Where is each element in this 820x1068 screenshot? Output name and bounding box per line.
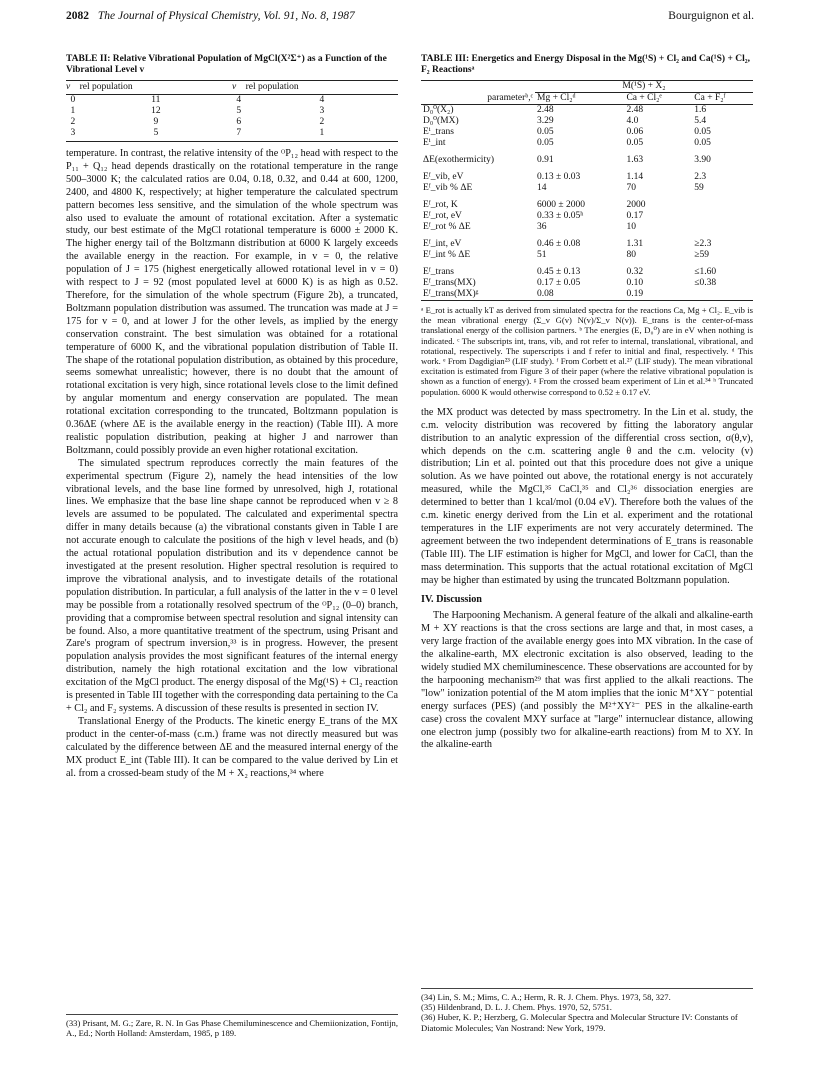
table3-value: 2.3 <box>694 172 707 182</box>
table3-value: 0.32 <box>626 267 644 277</box>
table3-col-header: Mg + Cl₂ᵈ <box>535 93 624 105</box>
table3-value: 0.46 ± 0.08 <box>537 239 581 249</box>
table2-cell: 3 <box>319 106 325 116</box>
body-paragraph: The simulated spectrum reproduces correctly the main features of the experimental spectrum (Figure 2), namely the head intensities of the low vibrational levels, and the base line formed by unresolved, high J, rotational lines. We emphasize that the base line shape cannot be reproduced when v ≥ 8 levels are assumed to be populated. The calculated and experimental spectra differ in many details because (a) the vibrational constants given in Table I are not accurate enough to calculate the positions of the high v level heads, and (b) the actual rotational population distribution and its v dependence cannot be investigated at the present resolution. Higher spectral resolution is required to improve the vibrational analysis, and to investigate details of the rotational population distribution. In particular, a full analysis of the latter in the v = 0 level may be possible from a rotationally resolved spectrum of the ᴼP₁₂ (0–0) branch, providing that a compromise between spectral resolution and signal intensity can be found. Also, a more quantitative treatment of the spectrum, using Prisant and Zare's program of spectrum inversion,³³ is in progress. However, the present population analysis provides the most significant features of the internal energy distribution, namely the high rotational excitation and the low vibrational excitation of the MgCl product. The energy disposal of the Mg(¹S) + Cl₂ reaction is presented in Table III together with the corresponding data pertaining to the Ca + Cl₂ and F₂ systems. A discussion of these results is presented in section IV. <box>66 457 398 714</box>
header-left <box>66 10 355 22</box>
table2 <box>66 80 398 142</box>
table3-group-header: M(¹S) + X₂ <box>535 81 753 93</box>
table3-row <box>421 172 753 183</box>
table3-value: 0.05 <box>694 127 711 137</box>
table3-parameter: Eᶠ_rot, K <box>423 200 458 210</box>
table3-value: 0.10 <box>626 278 644 288</box>
table3-value <box>692 211 753 222</box>
table3-value: 0.13 ± 0.03 <box>537 172 581 182</box>
table3-col-header: Ca + Cl₂ᵉ <box>624 93 692 105</box>
discussion-paragraph: The Harpooning Mechanism. A general feature of the alkali and alkaline-earth M + XY reactions is that the cross sections are large and that, in most cases, a very large fraction of the available energy goes into MX vibration. In the case of the alkaline-earth, MX electronic excitation is also observed, leading to the widely studied MX chemiluminescence. These observations are accounted for by the harpooning mechanism²⁹ that was first applied to the alkali reactions. The "low" ionization potential of the M atom implies that the ionic M⁺XY⁻ potential energy surfaces (PES) (and possibly the M²⁺XY²⁻ PES in the alkaline-earth case) cross the covalent MXY surface at "large" internuclear distance, allowing one electron jump (possibly two for alkaline-earth reactions) from M to XY. In the alkaline-earth <box>421 610 753 751</box>
table2-cell: 2 <box>70 117 76 127</box>
table3 <box>421 80 753 301</box>
right-column <box>421 54 753 752</box>
table2-body <box>66 95 398 142</box>
table2-col-header: rel population <box>80 81 232 95</box>
table3-value: 0.05 <box>537 127 554 137</box>
table3-value: 4.0 <box>626 116 639 126</box>
page-number: 2082 <box>66 10 89 22</box>
section-heading: IV. Discussion <box>421 593 482 605</box>
left-body-text <box>66 148 398 780</box>
table3-row <box>421 155 753 166</box>
table3-row <box>421 239 753 250</box>
table3-value: 1.14 <box>626 172 644 182</box>
table2-col-header: rel population <box>246 81 398 95</box>
table3-parameter: Eᶠ_int % ΔE <box>423 250 471 260</box>
table3-caption: TABLE III: Energetics and Energy Disposal in the Mg(¹S) + Cl₂ and Ca(¹S) + Cl₂, F₂ Reactionsᵃ <box>421 54 750 75</box>
table3-value: 0.05 <box>626 138 644 148</box>
body-paragraph: Translational Energy of the Products. The kinetic energy E_trans of the MX product in the center-of-mass (c.m.) frame was not directly measured but was calculated by the difference between ΔE and the measured internal energy of the MX product E_int (Table III). It can be compared to the value derived by Lin et al. from a crossed-beam study of the M + X₂ reactions,³⁴ where <box>66 715 398 779</box>
page-header <box>66 10 754 28</box>
table3-row <box>421 127 753 138</box>
table3-parameter: Eᶠ_trans <box>423 267 455 277</box>
table3-value: 0.05 <box>537 138 554 148</box>
table3-value: 0.19 <box>624 289 692 301</box>
table3-value: 0.91 <box>537 155 554 165</box>
table3-parameter: Eⁱ_trans <box>423 127 454 137</box>
table3-row <box>421 105 753 117</box>
table2-cell: 2 <box>319 117 325 127</box>
table3-group-header-row <box>421 81 753 93</box>
table2-row <box>66 117 398 128</box>
table2-cell: 1 <box>70 106 76 116</box>
table3-value: 14 <box>537 183 547 193</box>
table3-value: 70 <box>626 183 636 193</box>
table3-value: ≥59 <box>694 250 709 260</box>
table3-parameter: D₀⁰(X₂) <box>423 105 454 115</box>
footnote: (35) Hildenbrand, D. L. J. Chem. Phys. 1970, 52, 5751. <box>421 1002 612 1013</box>
table3-value: 51 <box>537 250 547 260</box>
footnote: (34) Lin, S. M.; Mims, C. A.; Herm, R. R. J. Chem. Phys. 1973, 58, 327. <box>421 992 671 1002</box>
table3-value: ≥2.3 <box>694 239 712 249</box>
table3-value: 6000 ± 2000 <box>537 200 585 210</box>
running-authors: Bourguignon et al. <box>668 10 754 22</box>
table3-parameter: D₀⁰(MX) <box>423 116 459 126</box>
table3-parameter: Eᶠ_int, eV <box>423 239 462 249</box>
table2-cell: 9 <box>153 117 159 127</box>
table2-cell: 5 <box>80 128 232 142</box>
right-body-text <box>421 407 753 588</box>
table3-body <box>421 81 753 301</box>
table3-value: 1.6 <box>694 105 707 115</box>
table3-parameter: Eᶠ_rot, eV <box>423 211 462 221</box>
table2-caption: TABLE II: Relative Vibrational Population of MgCl(X²Σ⁺) as a Function of the Vibrational Level v <box>66 54 387 75</box>
table3-parameter: Eⁱ_int <box>423 138 446 148</box>
table3-value: 2.48 <box>537 105 554 115</box>
table3-row <box>421 222 753 233</box>
table2-row <box>66 128 398 142</box>
table3-row <box>421 211 753 222</box>
table2-cell: 4 <box>319 95 325 105</box>
table3-value: 1.63 <box>626 155 644 165</box>
journal-title: The Journal of Physical Chemistry, Vol. 91, No. 8, 1987 <box>97 10 355 22</box>
table3-value: 0.08 <box>535 289 624 301</box>
table3-value: 80 <box>626 250 636 260</box>
table3-row <box>421 183 753 194</box>
table2-cell: 4 <box>236 95 242 105</box>
footnotes-right <box>421 988 753 1033</box>
table2-cell: 0 <box>70 95 76 105</box>
table3-value <box>692 200 753 211</box>
table2-cell: 6 <box>236 117 242 127</box>
table3-col-header: Ca + F₂ᶠ <box>692 93 753 105</box>
table3-parameter: Eᶠ_trans(MX) <box>423 278 476 288</box>
table3-value <box>692 222 753 233</box>
body-paragraph: temperature. In contrast, the relative intensity of the ᴼP₁₂ head with respect to the P₁₁ + Q₁₂ head depends drastically on the rotational temperature in the range 500–3000 K; the calculated ratios are 0.04, 0.18, 0.32, and 0.44 at 600, 1200, 2400, and 4800 K, respectively; at higher temperature the calculated spectrum pattern becomes less sensitive, and the simulation of the whole spectrum was also used to evaluate the amount of rotational excitation. After a systematic study, our best estimate of the MgCl rotational temperature is 6000 ± 2000 K. The higher energy tail of the Boltzmann distribution at 6000 K largely exceeds the available energy in the reaction. For example, in v = 0, the relative population of J = 175 (highest energetically allowed rotational level in v = 0) with respect to J = 92 (most populated level at 6000 K) is as high as 0.52. Therefore, for the simulation of the whole spectrum (Figure 2b), a truncated, Boltzmann population distribution was assumed. The truncation was made at J = 175 for v = 0, and at lower J for the other levels, as implied by the energy conservation constraint. The best simulation was obtained for a rotational temperature of 6000 K, and the vibrational population distribution of Table II. The shape of the rotational population distribution, as obtained by this procedure, seems somewhat unrealistic; however, there is no doubt that the amount of rotational excitation is very high, since rotational levels close to the limit defined by angular momentum and energy conservation are populated. The mean rotational excitation corresponding to the truncated, Boltzmann population is 0.36ΔE (where ΔE is the available energy in the reaction) (Table III). A more realistic population distribution, peaking at higher J and narrower than Boltzmann, could possibly provide an even higher rotational excitation. <box>66 148 398 456</box>
table3-row <box>421 289 753 301</box>
table3-row <box>421 278 753 289</box>
table3-header-row <box>421 93 753 105</box>
table2-cell: 5 <box>236 106 242 116</box>
table3-value: 2.48 <box>626 105 644 115</box>
table2-row <box>66 95 398 107</box>
table3-row <box>421 267 753 278</box>
table2-col-header: v <box>66 81 80 95</box>
table2-header-row <box>66 81 398 95</box>
footnote: (36) Huber, K. P.; Herzberg, G. Molecular Spectra and Molecular Structure IV: Constants of Diatomic Molecules; Van Nostrand: New York, 1979. <box>421 1012 738 1033</box>
table3-parameter: Eᶠ_rot % ΔE <box>423 222 471 232</box>
table2-cell: 1 <box>246 128 398 142</box>
table3-value: 2000 <box>626 200 646 210</box>
table3-row <box>421 116 753 127</box>
table3-value: 1.31 <box>626 239 644 249</box>
table3-row <box>421 200 753 211</box>
table3-value <box>692 289 753 301</box>
table3-parameter: ΔE(exothermicity) <box>423 155 494 165</box>
table2-cell: 7 <box>232 128 246 142</box>
table3-value: 0.45 ± 0.13 <box>537 267 581 277</box>
table3-parameter: Eᶠ_vib % ΔE <box>423 183 473 193</box>
table2-cell: 12 <box>151 106 161 116</box>
table2-row <box>66 106 398 117</box>
table2-cell: 11 <box>151 95 161 105</box>
footnote: (33) Prisant, M. G.; Zare, R. N. In Gas Phase Chemiluminescence and Chemiionization, Fontijn, A., Ed.; North Holland: Amsterdam, 1985, p 189. <box>66 1018 398 1039</box>
table3-value: 0.33 ± 0.05ʰ <box>537 211 584 221</box>
table2-col-header: v <box>232 81 246 95</box>
footnotes-left <box>66 1014 398 1038</box>
table3-value: 59 <box>694 183 704 193</box>
table2-cell: 3 <box>66 128 80 142</box>
table3-value: 0.05 <box>694 138 711 148</box>
table3-notes: ᵃ E_rot is actually kT as derived from simulated spectra for the reactions Ca, Mg + Cl₂. E_vib is the mean vibrational energy (Σ_v G(v) N(v)/Σ_v N(v)). E_trans is the center-of-mass translational energy of the collision partners. ᵇ The energies (E, D₀⁰) are in eV when nothing is indicated. ᶜ The subscripts int, trans, vib, and rot refer to internal, translational, vibrational, and rotational, respectively. The superscripts i and f refer to initial and final, respectively. ᵈ This work. ᵉ From Dagdigian²³ (LIF study). ᶠ From Corbett et al.²⁷ (LIF study). The mean vibrational excitation is estimated from Figure 3 of their paper (where the relative vibrational population is shown as a function of energy). ᵍ From the crossed beam experiment of Lin et al.³⁴ ʰ Truncated population. 6000 K would otherwise correspond to 0.52 ± 0.17 eV. <box>421 305 753 397</box>
table3-row <box>421 250 753 261</box>
table3-value: 5.4 <box>694 116 707 126</box>
left-column <box>66 54 398 780</box>
table3-value: 10 <box>626 222 636 232</box>
table3-value: ≤1.60 <box>694 267 717 277</box>
table3-parameter: Eᶠ_vib, eV <box>423 172 464 182</box>
table3-value: 0.06 <box>626 127 644 137</box>
table3-row <box>421 138 753 149</box>
table3-value: 36 <box>537 222 547 232</box>
table3-value: 3.90 <box>694 155 711 165</box>
table3-parameter: Eᶠ_trans(MX)ᵍ <box>421 289 535 301</box>
table3-col-header: parameterᵇ,ᶜ <box>421 93 535 105</box>
table3-value: 0.17 ± 0.05 <box>537 278 581 288</box>
body-paragraph: the MX product was detected by mass spectrometry. In the Lin et al. study, the c.m. velocity distribution was recovered by fitting the laboratory angular distribution to an analytic expression of the differential cross section, σ(θ,v), which depends on the c.m. scattering angle θ and the c.m. velocity (v) distribution; Lin et al. pointed out that this procedure does not give a unique solution. As we have pointed out above, the rotational energy is not accurately measured, while the MgCl,³⁵ CaCl,³⁵ and Cl₂³⁶ dissociation energies are determined to better than 1 kcal/mol (0.04 eV). Therefore both the values of the c.m. kinetic energy derived from the Lin et al. experiment and the rotational temperatures in the LIF experiments are not very accurately determined. The agreement between the two independent determinations of E_trans is reasonable (Table III). The LIF estimation is higher for MgCl, and lower for CaCl, than the mass determination. This supports that the actual rotational excitation of MgCl may be higher than estimated by using the truncated Boltzmann population. <box>421 406 753 586</box>
table3-value: 0.17 <box>626 211 644 221</box>
table3-value: ≤0.38 <box>694 278 717 288</box>
table3-value: 3.29 <box>537 116 554 126</box>
